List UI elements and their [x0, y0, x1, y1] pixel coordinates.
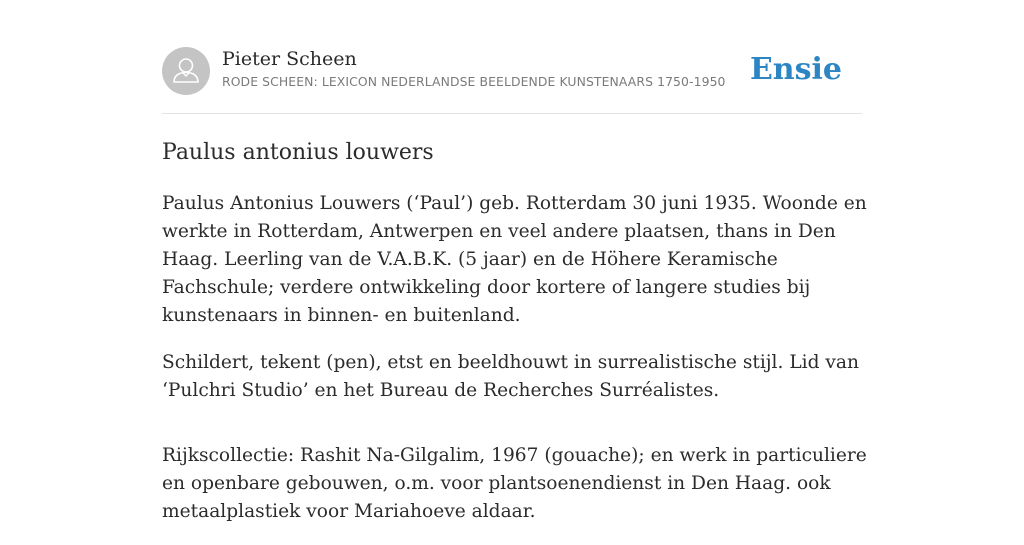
- header-divider: [162, 113, 862, 114]
- article-paragraph: Schildert, tekent (pen), etst en beeldhouwt in surrealistische stijl. Lid van ‘Pulchri Studio’ en het Bureau de Recherches Surréalistes.: [162, 352, 859, 401]
- ensie-logo[interactable]: Ensie: [749, 52, 842, 87]
- article-paragraph: Rijkscollectie: Rashit Na-Gilgalim, 1967 (gouache); en werk in particuliere en openbare gebouwen, o.m. voor plantsoenendienst in Den Haag. ook metaalplastiek voor Mariahoeve aldaar.: [162, 445, 867, 522]
- source-title[interactable]: RODE SCHEEN: LEXICON NEDERLANDSE BEELDENDE KUNSTENAARS 1750-1950: [222, 74, 726, 89]
- author-avatar[interactable]: [162, 47, 210, 95]
- article-title: Paulus antonius louwers: [162, 140, 434, 165]
- user-icon: [162, 47, 210, 95]
- author-name[interactable]: Pieter Scheen: [222, 48, 357, 70]
- article-body: [162, 190, 867, 545]
- article-paragraph: Paulus Antonius Louwers (‘Paul’) geb. Rotterdam 30 juni 1935. Woonde en werkte in Rotterdam, Antwerpen en veel andere plaatsen, thans in Den Haag. Leerling van de V.A.B.K. (5 jaar) en de Höhere Keramische Fachschule; verdere ontwikkeling door kortere of langere studies bij kunstenaars in binnen- en buitenland.: [162, 193, 867, 326]
- article-header: [162, 47, 862, 95]
